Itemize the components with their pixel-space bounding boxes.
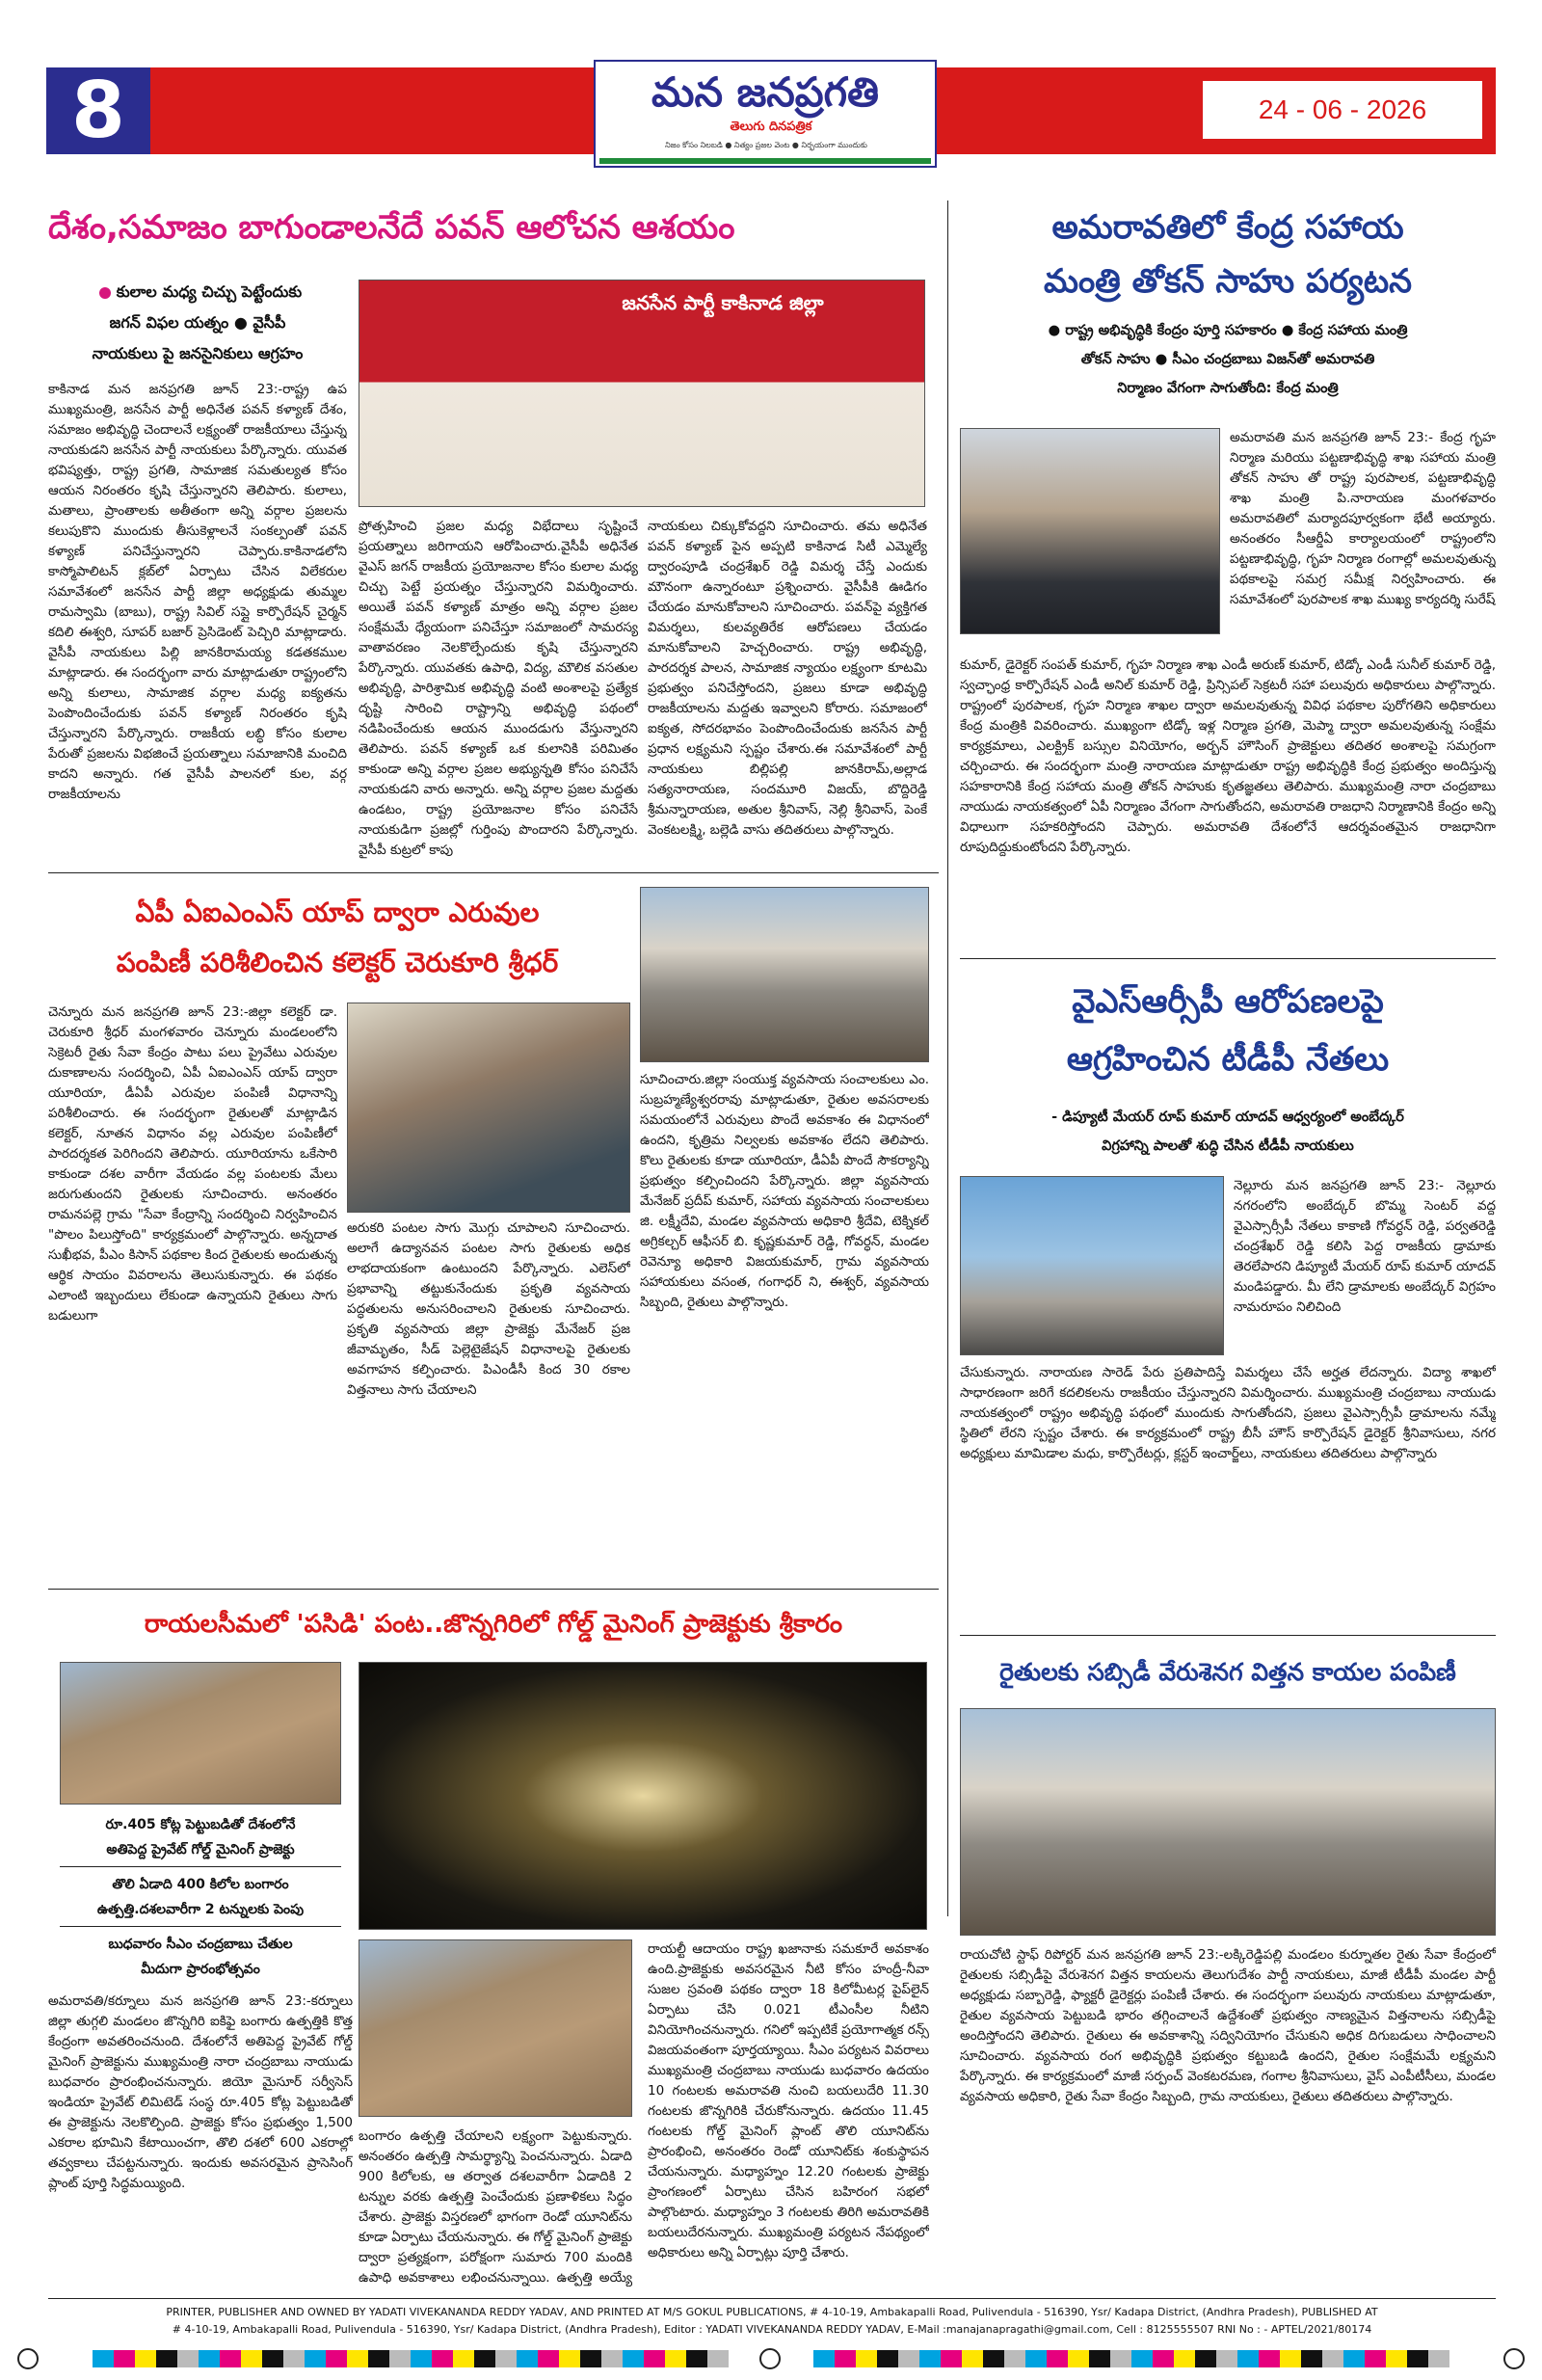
article4-headline-1: వైఎస్ఆర్సీపీ ఆరోపణలపై: [1072, 982, 1384, 1021]
article5-caption1-1: రూ.405 కోట్ల పెట్టుబడితో దేశంలోనే: [105, 1817, 296, 1832]
masthead-green-bar: [599, 158, 931, 164]
article6-col: రాయచోటి స్టాఫ్ రిపోర్టర్ మన జనప్రగతి జూన్ 23:-లక్కిరెడ్డిపల్లి మండలం కుర్నూతల రైతు సేవా కేంద్రంలో రైతులకు సబ్సిడీపై వేరుశెనగ విత్తన కాయలను తెలుగుదేశం పార్టీ నాయకులు, మాజీ టీడీపీ మండల పార్టీ అధ్యక్షుడు సబ్బారెడ్డి, ఫ్యాక్టరీ డైరెక్టర్లు పంపిణీ చేశారు. ఈ సందర్భంగా పలువురు నాయకులు మాట్లాడుతూ, రైతుల వ్యవసాయ పెట్టుబడి భారం తగ్గించాలనే ఉద్దేశంతో ప్రభుత్వం నాణ్యమైన విత్తనాలను సబ్సిడీపై అందిస్తోందని తెలిపారు. రైతులు ఈ అవకాశాన్ని సద్వినియోగం చేసుకుని అధిక దిగుబడులు సాధించాలని సూచించారు. వ్యవసాయ రంగ అభివృద్ధికి ప్రభుత్వం కట్టుబడి ఉందని, రైతుల సంక్షేమమే లక్ష్యమని పేర్కొన్నారు. ఈ కార్యక్రమంలో మాజీ సర్పంచ్ వెంకటరమణ, గంగాల శ్రీనివాసులు, వైస్ ఎంపీటీసీలు, మండల వ్యవసాయ అధికారి, రైతు సేవా కేంద్రం సిబ్బంది, గ్రామ నాయకులు, రైతులు తదితరులు పాల్గొన్నారు.: [960, 1947, 1496, 2104]
article4-photo: [960, 1176, 1224, 1355]
article5-headline: రాయలసీమలో 'పసిడి' పంట..జొన్నగిరిలో గోల్డ్ మైనింగ్ ప్రాజెక్టుకు శ్రీకారం: [144, 1610, 843, 1639]
article4-sub-2: విగ్రహాన్ని పాలతో శుద్ధి చేసిన టీడీపీ నాయకులు: [1102, 1138, 1354, 1154]
page-number: 8: [71, 66, 125, 155]
color-bar-left: [93, 2350, 729, 2367]
divider-left-1: [48, 872, 939, 873]
article5-caption3-2: మీదుగా ప్రారంభోత్సవం: [141, 1962, 260, 1977]
article1-col3: నాయకులు చిక్కుకోవద్దని సూచించారు. తమ అధినేత పవన్ కళ్యాణ్ పైన అప్పటి కాకినాడ సిటీ ఎమ్మెల్యే ద్వారంపూడి చంద్రశేఖర్ రెడ్డి విమర్శ చేస్తే ఎందుకు మౌనంగా ఉన్నారంటూ ప్రశ్నించారు. వైసీపీకి ఊడిగం చేయడం మానుకోవాలని సూచించారు. పవన్‌పై వ్యక్తిగత విమర్శలు, కులవ్యతిరేక ఆరోపణలు చేయడం మానుకోవాలని హెచ్చరించారు. రాష్ట్ర అభివృద్ధి, పారదర్శక పాలన, సామాజిక న్యాయం లక్ష్యంగా కూటమి ప్రభుత్వం పనిచేస్తోందని, ప్రజలు కూడా అభివృద్ధి రాజకీయాలను మద్దతు ఇవ్వాలని కోరారు. సమాజంలో ఐక్యత, సోదరభావం పెంపొందించేందుకు జనసేన పార్టీ ప్రధాన లక్ష్యమని స్పష్టం చేశారు.ఈ సమావేశంలో పార్టీ నాయకులు బిల్లిపల్లి జానకిరామ్,అల్లాడ సత్యనారాయణ, సందమూరి విజయ్, బొద్దిరెడ్డి శ్రీమన్నారాయణ, అతుల శ్రీనివాస్, నెల్లి శ్రీనివాస్, పెంకే వెంకటలక్ష్మి, బల్లెడి వాసు తదితరులు పాల్గొన్నారు.: [648, 519, 927, 838]
masthead-slogan: నిజం కోసం నిలబడి ● నిత్యం ప్రజల వెంట ● నిర్భయంగా ముందుకు: [665, 141, 867, 149]
article2-photo: [960, 428, 1220, 634]
article4-headline-2: ఆగ్రహించిన టీడీపీ నేతలు: [1066, 1040, 1390, 1079]
article4-col-full: చేసుకున్నారు. నారాయణ సారెడ్ పేరు ప్రతిపాదిస్తే విమర్శలు చేసే అర్హత లేదన్నారు. విద్యా శాఖలో సాధారణంగా జరిగే కదలికలను రాజకీయం చేస్తున్నారని విమర్శించారు. ముఖ్యమంత్రి చంద్రబాబు నాయుడు నాయకత్వంలో రాష్ట్రం అభివృద్ధి పథంలో ముందుకు సాగుతోందని, ప్రజలు వైఎస్సార్సీపీ డ్రామాలను నమ్మే స్థితిలో లేరని స్పష్టం చేశారు. ఈ కార్యక్రమంలో రాష్ట్ర బీసీ హౌస్ కార్పొరేషన్ డైరెక్టర్ శ్రీనివాసులు, నగర అధ్యక్షులు మామిడాల మధు, కార్పొరేటర్లు, క్లస్టర్ ఇంచార్జ్‌లు, నాయకులు తదితరులు పాల్గొన్నారు: [960, 1365, 1496, 1461]
article5-col1: అమరావతి/కర్నూలు మన జనప్రగతి జూన్ 23:-కర్నూలు జిల్లా తుగ్గలి మండలం జొన్నగిరి ఐకిఫై బంగారు ఉత్పత్తికి కొత్త కేంద్రంగా అవతరించనుంది. దేశంలోనే అతిపెద్ద ప్రైవేట్ గోల్డ్ మైనింగ్ ప్రాజెక్టును ముఖ్యమంత్రి నారా చంద్రబాబు నాయుడు బుధవారం ప్రారంభించనున్నారు. జియో మైసూర్ సర్వీసెస్ ఇండియా ప్రైవేట్ లిమిటెడ్ సంస్థ రూ.405 కోట్ల పెట్టుబడితో ఈ ప్రాజెక్టును నెలకొల్పింది. ప్రాజెక్టు కోసం ప్రభుత్వం 1,500 ఎకరాల భూమిని కేటాయించగా, తొలి దశలో 600 ఎకరాల్లో తవ్వకాలు చేపట్టనున్నారు. ఇందుకు అవసరమైన ప్రాసెసింగ్ ప్లాంట్ పూర్తి సిద్ధమయ్యింది.: [48, 1993, 353, 2191]
color-bar-right: [813, 2350, 1449, 2367]
divider-right-1: [960, 958, 1496, 959]
article6-photo: [960, 1708, 1496, 1936]
divider-right-2: [960, 1635, 1496, 1636]
article2-sub-1: ● రాష్ట్ర అభివృద్ధికి కేంద్రం పూర్తి సహకారం ● కేంద్ర సహాయ మంత్రి: [1048, 323, 1408, 338]
article3-col1: చెన్నూరు మన జనప్రగతి జూన్ 23:-జిల్లా కలెక్టర్ డా. చెరుకూరి శ్రీధర్ మంగళవారం చెన్నూరు మండలంలోని సెక్రెటరీ రైతు సేవా కేంద్రం పాటు పలు ప్రైవేటు ఎరువుల దుకాణాలను సందర్శించి, ఏపీ ఏఐఎంఎస్ యాప్ ద్వారా యూరియా, డీఏపీ ఎరువుల పంపిణీ విధానాన్ని పరిశీలించారు. ఈ సందర్భంగా రైతులతో మాట్లాడిన కలెక్టర్, నూతన విధానం వల్ల ఎరువుల పంపిణీలో పారదర్శకత పెరిగిందని తెలిపారు. యూరియాను ఒకేసారి కాకుండా దశల వారీగా వేయడం వల్ల పంటలకు మేలు జరుగుతుందని రైతులకు సూచించారు. అనంతరం రామనపల్లె గ్రామ "సేవా కేంద్రాన్ని సందర్శించి నిర్వహించిన "పొలం పిలుస్తోంది" కార్యక్రమంలో పాల్గొన్నారు. అన్నదాత సుఖీభవ, పీఎం కిసాన్ పథకాల కింద రైతులకు అందుతున్న ఆర్థిక సాయం వివరాలను తెలుసుకున్నారు. ఈ పథకం ఎలాంటి ఇబ్బందులు లేకుండా ఉన్నాయని రైతులు సాగు బడులుగా: [48, 1004, 337, 1324]
article5-col3: రాయల్టీ ఆదాయం రాష్ట్ర ఖజానాకు సమకూరే అవకాశం ఉంది.ప్రాజెక్టుకు అవసరమైన నీటి కోసం హంద్రీ-నీవా సుజల స్రవంతి పథకం ద్వారా 18 కిలోమీటర్ల పైప్‌లైన్ ఏర్పాటు చేసి 0.021 టీఎంసీల నీటిని వినియోగించనున్నారు. గనిలో ఇప్పటికే ప్రయోగాత్మక రన్స్ విజయవంతంగా పూర్తయ్యాయి. సీఎం పర్యటన వివరాలు ముఖ్యమంత్రి చంద్రబాబు నాయుడు బుధవారం ఉదయం 10 గంటలకు అమరావతి నుంచి బయలుదేరి 11.30 గంటలకు జొన్నగిరికి చేరుకోనున్నారు. ఉదయం 11.45 గంటలకు గోల్డ్ మైనింగ్ ప్లాంట్ తొలి యూనిట్‌ను ప్రారంభించి, అనంతరం రెండో యూనిట్‌కు శంకుస్థాపన చేయనున్నారు. మధ్యాహ్నం 12.20 గంటలకు ప్రాజెక్టు ప్రాంగణంలో ఏర్పాటు చేసిన బహిరంగ సభలో పాల్గొంటారు. మధ్యాహ్నం 3 గంటలకు తిరిగి అమరావతికి బయలుదేరనున్నారు. ముఖ్యమంత్రి పర్యటన నేపథ్యంలో అధికారులు అన్ని ఏర్పాట్లు పూర్తి చేశారు.: [648, 1941, 929, 2260]
article5-photo-aerial-2: [359, 1939, 632, 2117]
article3-col2: సూచించారు.జిల్లా సంయుక్త వ్యవసాయ సంచాలకులు ఎం. సుబ్రహ్మణ్యేశ్వరరావు మాట్లాడుతూ, రైతుల అవసరాలకు సమయంలోనే ఎరువులు పొందే అవకాశం ఈ విధానంలో ఉందని, కృత్రిమ నిల్వలకు అవకాశం లేదని తెలిపారు. కొలు రైతులకు కూడా యూరియా, డీఏపీ పొందే సౌకర్యాన్ని ప్రభుత్వం కల్పించిందని పేర్కొన్నారు. జిల్లా వ్యవసాయ మేనేజర్ ప్రదీప్ కుమార్, సహాయ వ్యవసాయ సంచాలకులు జి. లక్ష్మీదేవి, మండల వ్యవసాయ అధికారి శ్రీదేవి, టెక్నికల్ అగ్రికల్చర్ ఆఫీసర్ బి. కృష్ణకుమార్ రెడ్డి, గోవర్ధన్, మండల రెవెన్యూ అధికారి విజయకుమార్, గ్రామ వ్యవసాయ సహాయకులు వసంత, గంగాధర్ ని, ఈశ్వర్, వ్యవసాయ సిబ్బంది, రైతులు పాల్గొన్నారు.: [640, 1072, 929, 1310]
article2-headline-2: మంత్రి తోకన్ సాహు పర్యటన: [1043, 262, 1413, 301]
article3-photo-2: [347, 1003, 630, 1213]
article3-col3: అరుకరి పంటల సాగు మొగ్గు చూపాలని సూచించారు. అలాగే ఉద్యానవన పంటల సాగు రైతులకు అధిక లాభదాయకంగా ఉంటుందని పేర్కొన్నారు. ఎలెస్‌లో ప్రభావాన్ని తట్టుకునేందుకు ప్రకృతి వ్యవసాయ పద్ధతులను అనుసరించాలని రైతులకు సూచించారు. ప్రకృతి వ్యవసాయ జిల్లా ప్రాజెక్టు మేనేజర్ ప్రజ జీవామృతం, సీడ్ పెల్లెటైజేషన్ విధానాలపై రైతులకు అవగాహన కల్పించారు. పిఎండీసీ కింద 30 రకాల విత్తనాలు సాగు చేయాలని: [347, 1220, 630, 1398]
footer-imprint-1: PRINTER, PUBLISHER AND OWNED BY YADATI VIVEKANANDA REDDY YADAV, AND PRINTED AT M/S GOKUL PUBLICATIONS, # 4-10-19, Ambakapalli Road, Pulivendula - 516390, Ysr/ Kadapa District, (Andhra Pradesh), PUBLISHED AT: [166, 2306, 1378, 2318]
article5-caption-rule-1: [60, 1866, 341, 1867]
article2-col-side: అమరావతి మన జనప్రగతి జూన్ 23:- కేంద్ర గృహ నిర్మాణ మరియు పట్టణాభివృద్ధి శాఖ సహాయ మంత్రి తోకన్ సాహు తో రాష్ట్ర పురపాలక, పట్టణాభివృద్ధి శాఖ మంత్రి పి.నారాయణ మంగళవారం అమరావతిలో మర్యాదపూర్వకంగా భేటీ అయ్యారు. అనంతరం సీఆర్డీఏ కార్యాలయంలో రాష్ట్రంలోని పట్టణాభివృద్ధి, గృహ నిర్మాణ రంగాల్లో అమలవుతున్న పథకాలపై సమగ్ర సమీక్ష నిర్వహించారు. ఈ సమావేశంలో పురపాలక శాఖ ముఖ్య కార్యదర్శి సురేష్: [1230, 430, 1496, 607]
footer-rule: [48, 2298, 1496, 2299]
article5-caption3-1: బుధవారం సీఎం చంద్రబాబు చేతుల: [108, 1937, 293, 1952]
article3-headline-2: పంపిణీ పరిశీలించిన కలెక్టర్ చెరుకూరి శ్రీధర్: [116, 947, 559, 978]
article1-sub-3: నాయకులు పై జనసైనికులు ఆగ్రహం: [92, 344, 304, 362]
article3-headline-1: ఏపీ ఏఐఎంఎస్ యాప్ ద్వారా ఎరువుల: [135, 896, 540, 928]
footer-imprint-2: # 4-10-19, Ambakapalli Road, Pulivendula - 516390, Ysr/ Kadapa District, (Andhra Pradesh), Editor : YADATI VIVEKANANDA REDDY YADAV, E-Mail :manajanapragathi@gmail.com, Cell : 8125555507 RNI No : - APTEL/2021/80174: [172, 2323, 1372, 2336]
article1-col2: ప్రోత్సహించి ప్రజల మధ్య విభేదాలు సృష్టించే ప్రయత్నాలు జరిగాయని ఆరోపించారు.వైసీపీ అధినేత వైఎస్ జగన్ రాజకీయ ప్రయోజనాల కోసం కులాల మధ్య చిచ్చు పెట్టే ప్రయత్నం చేస్తున్నారని విమర్శించారు. అయితే పవన్ కళ్యాణ్ మాత్రం అన్ని వర్గాల ప్రజల సంక్షేమమే ధ్యేయంగా పనిచేస్తూ సమాజంలో సామరస్య వాతావరణం నెలకొల్పేందుకు కృషి చేస్తున్నారని పేర్కొన్నారు. యువతకు ఉపాధి, విద్య, మౌలిక వసతుల అభివృద్ధి, పారిశ్రామిక అభివృద్ధి వంటి అంశాలపై ప్రత్యేక దృష్టి సారించి రాష్ట్రాన్ని అభివృద్ధి పథంలో నడిపించేందుకు ఆయన ముందడుగు వేస్తున్నారని తెలిపారు. పవన్ కళ్యాణ్ ఒక కులానికి పరిమితం కాకుండా అన్ని వర్గాల ప్రజల అభ్యున్నతి కోసం పనిచేసే నాయకుడని వారు అన్నారు. అన్ని వర్గాల ప్రజల మద్దతు ఉండటం, రాష్ట్ర ప్రయోజనాల కోసం పనిచేసే నాయకుడిగా ప్రజల్లో గుర్తింపు పొందారని పేర్కొన్నారు. వైసీపీ కుట్రలో కాపు: [359, 519, 638, 858]
article1-photo-banner: జనసేన పార్టీ కాకినాడ జిల్లా: [622, 291, 824, 314]
article5-caption1-2: అతిపెద్ద ప్రైవేట్ గోల్డ్ మైనింగ్ ప్రాజెక్టు: [106, 1842, 295, 1858]
article5-photo-aerial-1: [60, 1662, 341, 1805]
article5-caption2-1: తొలి ఏడాది 400 కిలోల బంగారం: [112, 1877, 289, 1892]
article2-headline-1: అమరావతిలో కేంద్ర సహాయ: [1051, 208, 1404, 247]
article2-col-full: కుమార్, డైరెక్టర్ సంపత్ కుమార్, గృహ నిర్మాణ శాఖ ఎండీ అరుణ్ కుమార్, టిడ్కో ఎండీ సునీల్ కుమార్ రెడ్డి, స్వచ్ఛాంధ్ర కార్పొరేషన్ ఎండీ అనిల్ కుమార్ రెడ్డి, ప్రిన్సిపల్ సెక్రటరీ సహా పలువురు అధికారులు పాల్గొన్నారు. రాష్ట్రంలో పురపాలక, గృహ నిర్మాణ శాఖల ద్వారా అమలవుతున్న వివిధ పథకాల పురోగతిని అధికారులు కేంద్ర మంత్రికి వివరించారు. ముఖ్యంగా టిడ్కో ఇళ్ల నిర్మాణ ప్రగతి, మెప్మా ద్వారా అమలవుతున్న సంక్షేమ కార్యక్రమాలు, ఎలక్ట్రిక్ బస్సుల వినియోగం, అర్బన్ హౌసింగ్ ప్రాజెక్టులు తదితర అంశాలపై సమగ్రంగా చర్చించారు. ఈ సందర్భంగా మంత్రి నారాయణ మాట్లాడుతూ రాష్ట్ర అభివృద్ధికి కేంద్ర ప్రభుత్వం అందిస్తున్న సహకారానికి కేంద్ర సహాయ మంత్రి తోకన్ సాహుకు కృతజ్ఞతలు తెలిపారు. ముఖ్యమంత్రి నారా చంద్రబాబు నాయుడు నాయకత్వంలో ఏపీ నిర్మాణం వేగంగా సాగుతోందని, అమరావతి రాజధాని నిర్మాణానికి కేంద్రం అన్ని విధాలుగా సహకరిస్తోందని చెప్పారు. అమరావతి దేశంలోనే ఆదర్శవంతమైన రాజధానిగా రూపుదిద్దుకుంటోందని పేర్కొన్నారు.: [960, 657, 1496, 855]
article1-headline: దేశం,సమాజం బాగుండాలనేదే పవన్ ఆలోచన ఆశయం: [48, 208, 735, 247]
article2-sub-3: నిర్మాణం వేగంగా సాగుతోంది: కేంద్ర మంత్రి: [1117, 381, 1339, 396]
registration-mark-right: [1503, 2348, 1525, 2369]
divider-left-2: [48, 1589, 939, 1590]
center-column-divider: [947, 201, 948, 1916]
article5-col2: బంగారం ఉత్పత్తి చేయాలని లక్ష్యంగా పెట్టుకున్నారు. అనంతరం ఉత్పత్తి సామర్థ్యాన్ని పెంచనున్నారు. ఏడాది 900 కిలోలకు, ఆ తర్వాత దశలవారీగా ఏడాదికి 2 టన్నుల వరకు ఉత్పత్తి పెంచేందుకు ప్రణాళికలు సిద్ధం చేశారు. ప్రాజెక్టు విస్తరణలో భాగంగా రెండో యూనిట్‌ను కూడా ఏర్పాటు చేయనున్నారు. ఈ గోల్డ్ మైనింగ్ ప్రాజెక్టు ద్వారా ప్రత్యక్షంగా, పరోక్షంగా సుమారు 700 మందికి ఉపాధి అవకాశాలు లభించనున్నాయి. ఉత్పత్తి అయ్యే: [359, 2128, 632, 2286]
masthead-date: 24 - 06 - 2026: [1258, 94, 1427, 124]
masthead-bar-left: [150, 67, 594, 154]
registration-mark-left: [17, 2348, 39, 2369]
article4-sub-1: - డిప్యూటీ మేయర్ రూప్ కుమార్ యాదవ్ ఆధ్వర్యంలో అంబేద్కర్: [1051, 1110, 1404, 1125]
article5-caption-rule-2: [60, 1926, 341, 1927]
article1-col1: కాకినాడ మన జనప్రగతి జూన్ 23:-రాష్ట్ర ఉప ముఖ్యమంత్రి, జనసేన పార్టీ అధినేత పవన్ కళ్యాణ్ దేశం, సమాజం అభివృద్ధి చెందాలనే లక్ష్యంతో రాజకీయాలు చేస్తున్న నాయకుడని జనసేన పార్టీ నాయకులు పేర్కొన్నారు. యువత భవిష్యత్తు, రాష్ట్ర ప్రగతి, సామాజిక సమతుల్యత కోసం ఆయన నిరంతరం కృషి చేస్తున్నారని తెలిపారు. కులాలు, మతాలు, ప్రాంతాలకు అతీతంగా అన్ని వర్గాల ప్రజలను కలుపుకొని ముందుకు తీసుకెళ్లాలనే సంకల్పంతో పవన్ కళ్యాణ్ పనిచేస్తున్నారని చెప్పారు.కాకినాడలోని కాస్మోపాలిటన్ క్లబ్‌లో ఏర్పాటు చేసిన విలేకరుల సమావేశంలో జనసేన పార్టీ జిల్లా అధ్యక్షుడు తుమ్మల రామస్వామి (బాబు), రాష్ట్ర సివిల్ సప్లై కార్పొరేషన్ చైర్మన్ కదిలి ఈశ్వరి, సూపర్ బజార్ ప్రెసిడెంట్ పెచ్చిరి మాట్లాడారు. వైసీపీ నాయకులు పిల్లి జానకిరామయ్య కడతకముల మాట్లాడారు. ఈ సందర్భంగా వారు మాట్లాడుతూ రాష్ట్రంలోని అన్ని కులాలు, సామాజిక వర్గాల మధ్య ఐక్యతను పెంపొందించేందుకు పవన్ కళ్యాణ్ నిరంతరం కృషి చేస్తున్నారని పేర్కొన్నారు. రాజకీయ లబ్ధి కోసం కులాల పేరుతో ప్రజలను విభజించే ప్రయత్నాలు సమాజానికి మంచిది కాదని అన్నారు. గత వైసీపీ పాలనలో కుల, వర్గ రాజకీయాలను: [48, 382, 347, 802]
article1-sub-2: జగన్ విఫల యత్నం ● వైసీపీ: [109, 313, 286, 332]
article5-caption2-2: ఉత్పత్తి.దశలవారీగా 2 టన్నులకు పెంపు: [96, 1902, 305, 1917]
article4-col-side: నెల్లూరు మన జనప్రగతి జూన్ 23:- నెల్లూరు నగరంలోని అంబేద్కర్ బొమ్మ సెంటర్ వద్ద వైఎస్సార్సీపీ నేతలు కాకాణి గోవర్ధన్ రెడ్డి, పర్వతరెడ్డి చంద్రశేఖర్ రెడ్డి కలిసి పెద్ద రాజకీయ డ్రామాకు తెరలేపారని డిప్యూటీ మేయర్ రూప్ కుమార్ యాదవ్ మండిపడ్డారు. మీ లేని డ్రామాలకు అంబేద్కర్ విగ్రహం నామరూపం నిలిచింది: [1234, 1178, 1496, 1315]
registration-mark-center: [759, 2348, 781, 2369]
article6-headline: రైతులకు సబ్సిడీ వేరుశెనగ విత్తన కాయల పంపిణీ: [999, 1658, 1456, 1686]
article3-photo-1: [640, 887, 929, 1062]
article2-sub-2: తోకన్ సాహు ● సీఎం చంద్రబాబు విజన్‌తో అమరావతి: [1080, 352, 1375, 367]
article5-photo-night: [359, 1662, 927, 1930]
masthead-tagline: తెలుగు దినపత్రిక: [730, 120, 812, 134]
article1-sub-1: కులాల మధ్య చిచ్చు పెట్టేందుకు: [48, 280, 347, 305]
masthead-logo: మన జనప్రగతి: [651, 68, 879, 116]
